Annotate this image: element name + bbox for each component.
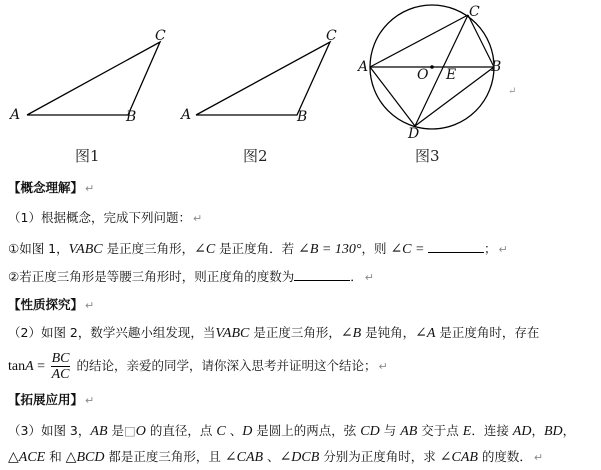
figure-3-caption: 图3 [415, 147, 440, 165]
question-1-intro: （1）根据概念，完成下列问题： ↵ [8, 210, 203, 225]
figure-2-label-c: C [326, 28, 337, 44]
figure-1-triangle [0, 0, 185, 150]
question-3: （3）如图 3，AB 是□O 的直径，点 C 、D 是圆上的两点，弦 CD 与 AB 交于点 E．连接 AD，BD， [8, 423, 576, 439]
heading-extension: 【拓展应用】 ↵ [8, 392, 95, 407]
figure-1-label-b: B [126, 109, 137, 125]
answer-blank-2[interactable] [294, 268, 350, 281]
figure-3-circle-diagram [350, 0, 520, 150]
figure-3-label-o: O [417, 67, 429, 83]
question-1b: ②若正度三角形是等腰三角形时，则正度角的度数为 ． ↵ [8, 269, 374, 284]
question-3b: △ACE 和 △BCD 都是正度三角形，且 ∠CAB 、∠DCB 分别为正度角时，求 ∠CAB 的度数． ↵ [8, 449, 544, 465]
svg-text:↵: ↵ [508, 86, 517, 97]
question-2: （2）如图 2，数学兴趣小组发现，当VABC 是正度三角形，∠B 是钝角，∠A 是正度角时，存在 [8, 325, 540, 341]
figure-3-label-c: C [469, 4, 480, 20]
figure-3 [350, 0, 520, 170]
heading-property: 【性质探究】 ↵ [8, 297, 95, 312]
figure-2-caption: 图2 [243, 147, 268, 165]
answer-blank-1[interactable] [428, 240, 484, 253]
fraction-bc-over-ac: $\frac{BC}{AC}$ [51, 351, 70, 382]
figure-2-label-b: B [297, 109, 308, 125]
figure-3-label-d: D [408, 126, 420, 142]
figure-2-triangle [175, 0, 355, 150]
question-1a: ①如图 1，VABC 是正度三角形，∠C 是正度角．若 ∠B = 130°，则 ∠C = ； ↵ [8, 241, 508, 257]
figure-3-label-e: E [446, 67, 457, 83]
question-2-formula: tanA = $\frac{BC}{AC}$ 的结论，亲爱的同学，请你深入思考并证明这个结论； ↵ [8, 351, 388, 382]
figure-3-label-b: B [491, 59, 502, 75]
figure-1-label-c: C [155, 28, 166, 44]
figure-2 [175, 0, 355, 170]
figure-1-label-a: A [10, 107, 21, 123]
heading-concept: 【概念理解】 ↵ [8, 180, 95, 195]
figure-2-label-a: A [181, 107, 192, 123]
figure-1-caption: 图1 [75, 147, 100, 165]
figure-3-label-a: A [358, 59, 369, 75]
figure-1 [0, 0, 185, 170]
